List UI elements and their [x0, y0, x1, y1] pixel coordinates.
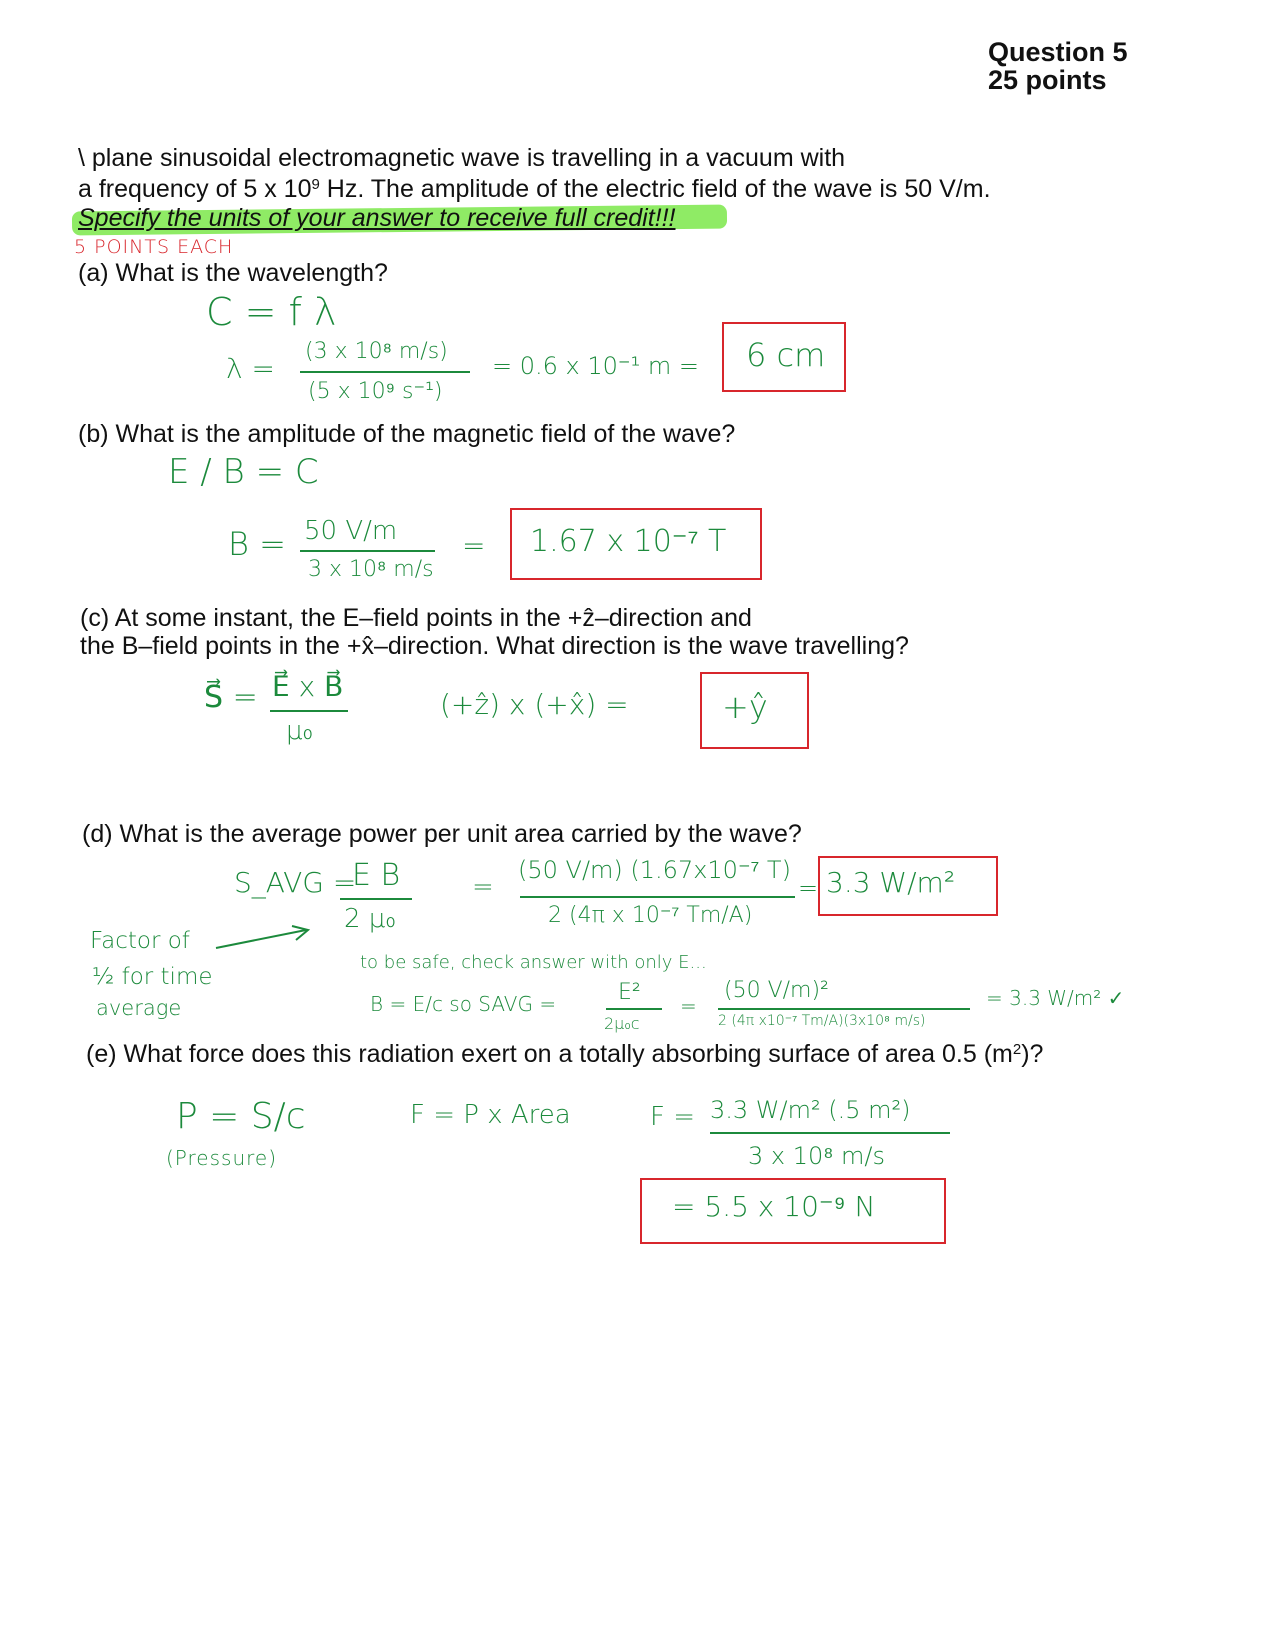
arrow-icon: [214, 924, 314, 954]
part-c-s-denominator: μ₀: [286, 716, 313, 746]
part-d-numerator-2: (50 V/m) (1.67x10⁻⁷ T): [518, 856, 791, 884]
prompt-line-3: Specify the units of your answer to receive full credit!!!: [78, 204, 676, 232]
part-d-answer: 3.3 W/m²: [826, 866, 956, 899]
part-b-equals: =: [462, 529, 486, 562]
part-d-denominator: 2 μ₀: [344, 904, 396, 934]
part-c-cross-product: (+ẑ) x (+x̂) =: [440, 688, 629, 721]
part-c-question-line-1: (c) At some instant, the E–field points in the +ẑ–direction and: [80, 604, 752, 632]
part-c-fraction-bar: [270, 710, 348, 712]
part-b-lhs: B =: [228, 525, 286, 563]
prompt-line-1: \ plane sinusoidal electromagnetic wave is travelling in a vacuum with: [78, 144, 846, 172]
part-a-denominator: (5 x 10⁹ s⁻¹): [308, 379, 443, 404]
question-number: Question 5: [988, 37, 1128, 67]
part-d-equals-2: =: [798, 874, 819, 902]
part-a-numerator: (3 x 10⁸ m/s): [305, 339, 448, 364]
check-fraction-bar-2: [718, 1008, 970, 1010]
check-equals: =: [680, 994, 697, 1018]
force-lhs: F =: [650, 1102, 696, 1132]
factor-note-line-1: Factor of: [90, 928, 190, 954]
prompt-line-2: a frequency of 5 x $10^9$ Hz. The amplitude of the electric field of the wave is 50 V/m.: [78, 175, 991, 203]
force-fraction-bar: [710, 1132, 950, 1134]
check-denominator: 2μ₀c: [604, 1014, 640, 1033]
part-a-intermediate: = 0.6 x 10⁻¹ m =: [492, 352, 699, 380]
check-denominator-2: 2 (4π x10⁻⁷ Tm/A)(3x10⁸ m/s): [718, 1013, 926, 1029]
part-a-answer: 6 cm: [746, 336, 826, 374]
check-fraction-bar: [606, 1008, 662, 1010]
part-d-numerator: E B: [352, 858, 401, 893]
points-each-note: 5 POINTS EACH: [74, 236, 234, 258]
factor-note-line-2: ½ for time: [92, 964, 213, 990]
pressure-formula: P = S/c: [176, 1096, 306, 1137]
part-a-lhs: λ =: [226, 352, 275, 385]
part-d-question: (d) What is the average power per unit area carried by the wave?: [82, 820, 802, 848]
force-denominator: 3 x 10⁸ m/s: [748, 1142, 885, 1170]
question-points: 25 points: [988, 65, 1107, 95]
part-e-question: (e) What force does this radiation exert on a totally absorbing surface of area 0.5 $(m^2)$?: [86, 1040, 1044, 1068]
check-note: to be safe, check answer with only E...: [360, 952, 707, 973]
part-a-question: (a) What is the wavelength?: [78, 259, 388, 287]
part-c-s-numerator: E⃗ x B⃗: [272, 670, 344, 703]
part-c-answer: +ŷ: [722, 688, 768, 726]
force-formula: F = P x Area: [410, 1100, 571, 1130]
part-a-formula: C = f λ: [206, 290, 337, 334]
part-d-fraction-bar: [340, 898, 412, 900]
check-numerator: E²: [618, 980, 641, 1005]
force-numerator: 3.3 W/m² (.5 m²): [710, 1096, 911, 1124]
part-d-fraction-bar-2: [520, 896, 795, 898]
part-b-denominator: 3 x 10⁸ m/s: [308, 557, 434, 582]
check-result: = 3.3 W/m² ✓: [986, 986, 1125, 1010]
part-a-fraction-bar: [300, 371, 470, 373]
part-e-answer: = 5.5 x 10⁻⁹ N: [672, 1190, 876, 1223]
part-c-question-line-2: the B–field points in the +x̂–direction. What direction is the wave travelling?: [80, 632, 909, 660]
part-d-denominator-2: 2 (4π x 10⁻⁷ Tm/A): [548, 903, 753, 928]
check-numerator-2: (50 V/m)²: [724, 978, 829, 1003]
part-d-lhs: S_AVG =: [234, 866, 357, 899]
part-b-formula: E / B = C: [168, 452, 319, 492]
check-lhs: B = E/c so SAVG =: [370, 992, 557, 1016]
part-c-s-lhs: S⃗ =: [204, 680, 258, 715]
part-b-numerator: 50 V/m: [304, 516, 398, 546]
factor-note-line-3: average: [96, 996, 182, 1020]
part-b-answer: 1.67 x 10⁻⁷ T: [530, 524, 727, 559]
part-b-question: (b) What is the amplitude of the magnetic field of the wave?: [78, 420, 736, 448]
pressure-label: (Pressure): [166, 1146, 278, 1170]
part-d-equals: =: [472, 872, 494, 902]
part-b-fraction-bar: [300, 550, 435, 552]
